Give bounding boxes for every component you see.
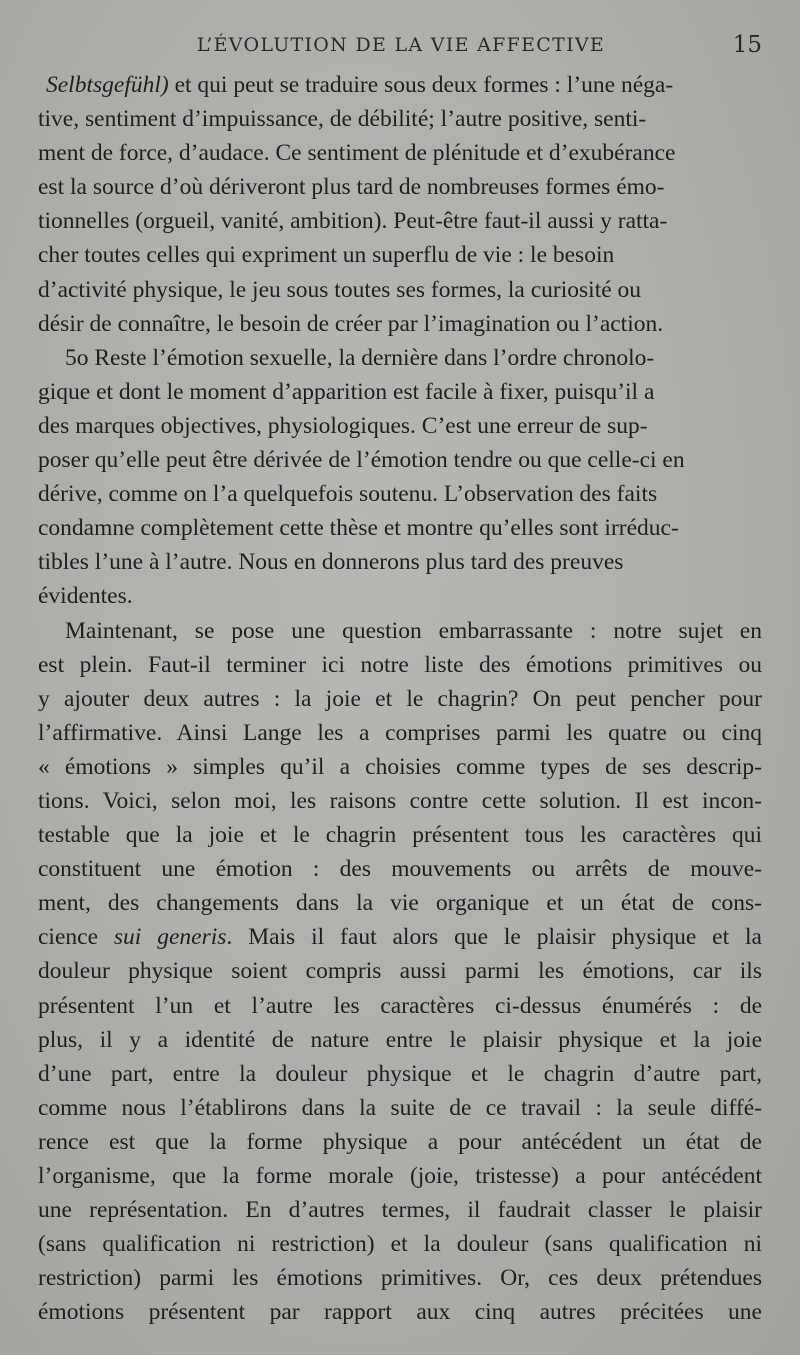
paragraph-2: 5o Reste l’émotion sexuelle, la dernière dans l’ordre chronolo- gique et dont le moment d’apparition est facile à fixer, puisqu’il a des marques objectives, physiologiques. C’est une erreur de sup- poser qu’elle peut être dérivée de l’émotion tendre ou que celle-ci en dérive, comme on l’a quelquefois soutenu. L’observation des faits condamne complètement cette thèse et montre qu’elles sont irréduc- tibles l’une à l’autre. Nous en donnerons plus tard des preuves évidentes. xyxy=(38,344,685,610)
running-head xyxy=(40,34,762,64)
paragraph-1-text: et qui peut se traduire sous deux formes : l’une néga- tive, sentiment d’impuissance, de débilité; l’autre positive, senti- ment de force, d’audace. Ce sentiment de plénitude et d’exubérance est la source d’où dériveront plus tard de nombreuses formes émo- tionnelles (orgueil, vanité, ambition). Peut-être faut-il aussi y ratta- cher toutes celles qui expriment un superflu de vie : le besoin d’activité physique, le jeu sous toutes ses formes, la curiosité ou désir de connaître, le besoin de créer par l’imagination ou l’action. xyxy=(38,72,676,337)
body-text xyxy=(38,68,762,1329)
paragraph-1 xyxy=(38,68,762,341)
italic-term-sui-generis: sui generis xyxy=(113,924,227,951)
paragraph-3 xyxy=(38,614,762,1330)
page-number: 15 xyxy=(732,32,762,58)
italic-term: Selbtsgefühl) xyxy=(46,72,169,98)
running-title: L’ÉVOLUTION DE LA VIE AFFECTIVE xyxy=(196,34,606,56)
paragraph-3-text-a: Maintenant, se pose une question embarrassante : notre sujet en est plein. Faut-il terminer ici notre liste des émotions primitives ou y ajouter deux autres : la joie et le chagrin? On peut pencher pour l’affirmative. Ainsi Lange les a comprises parmi les quatre ou cinq « émotions » simples qu’il a choisies comme types de ses descrip- tions. Voici, selon moi, les raisons contre cette solution. Il est incon- testable que la joie et le chagrin présentent tous les caractères qui constituent une émotion : des mouvements ou arrêts de mouve- ment, des changements dans la vie organique et un état de cons- cience xyxy=(38,617,762,951)
paragraph-3-text-b: . Mais il faut alors que le plaisir physique et la douleur physique soient compris aussi parmi les émotions, car ils présentent l’un et l’autre les caractères ci-dessus énumérés : de plus, il y a identité de nature entre le plaisir physique et la joie d’une part, entre la douleur physique et le chagrin d’autre part, comme nous l’établirons dans la suite de ce travail : la seule diffé- rence est que la forme physique a pour antécédent un état de l’organisme, que la forme morale (joie, tristesse) a pour antécédent une représentation. En d’autres termes, il faudrait classer le plaisir (sans qualification ni restriction) et la douleur (sans qualification ni restriction) parmi les émotions primitives. Or, ces deux prétendues émotions présentent par rapport aux cinq autres précitées une xyxy=(38,924,762,1326)
